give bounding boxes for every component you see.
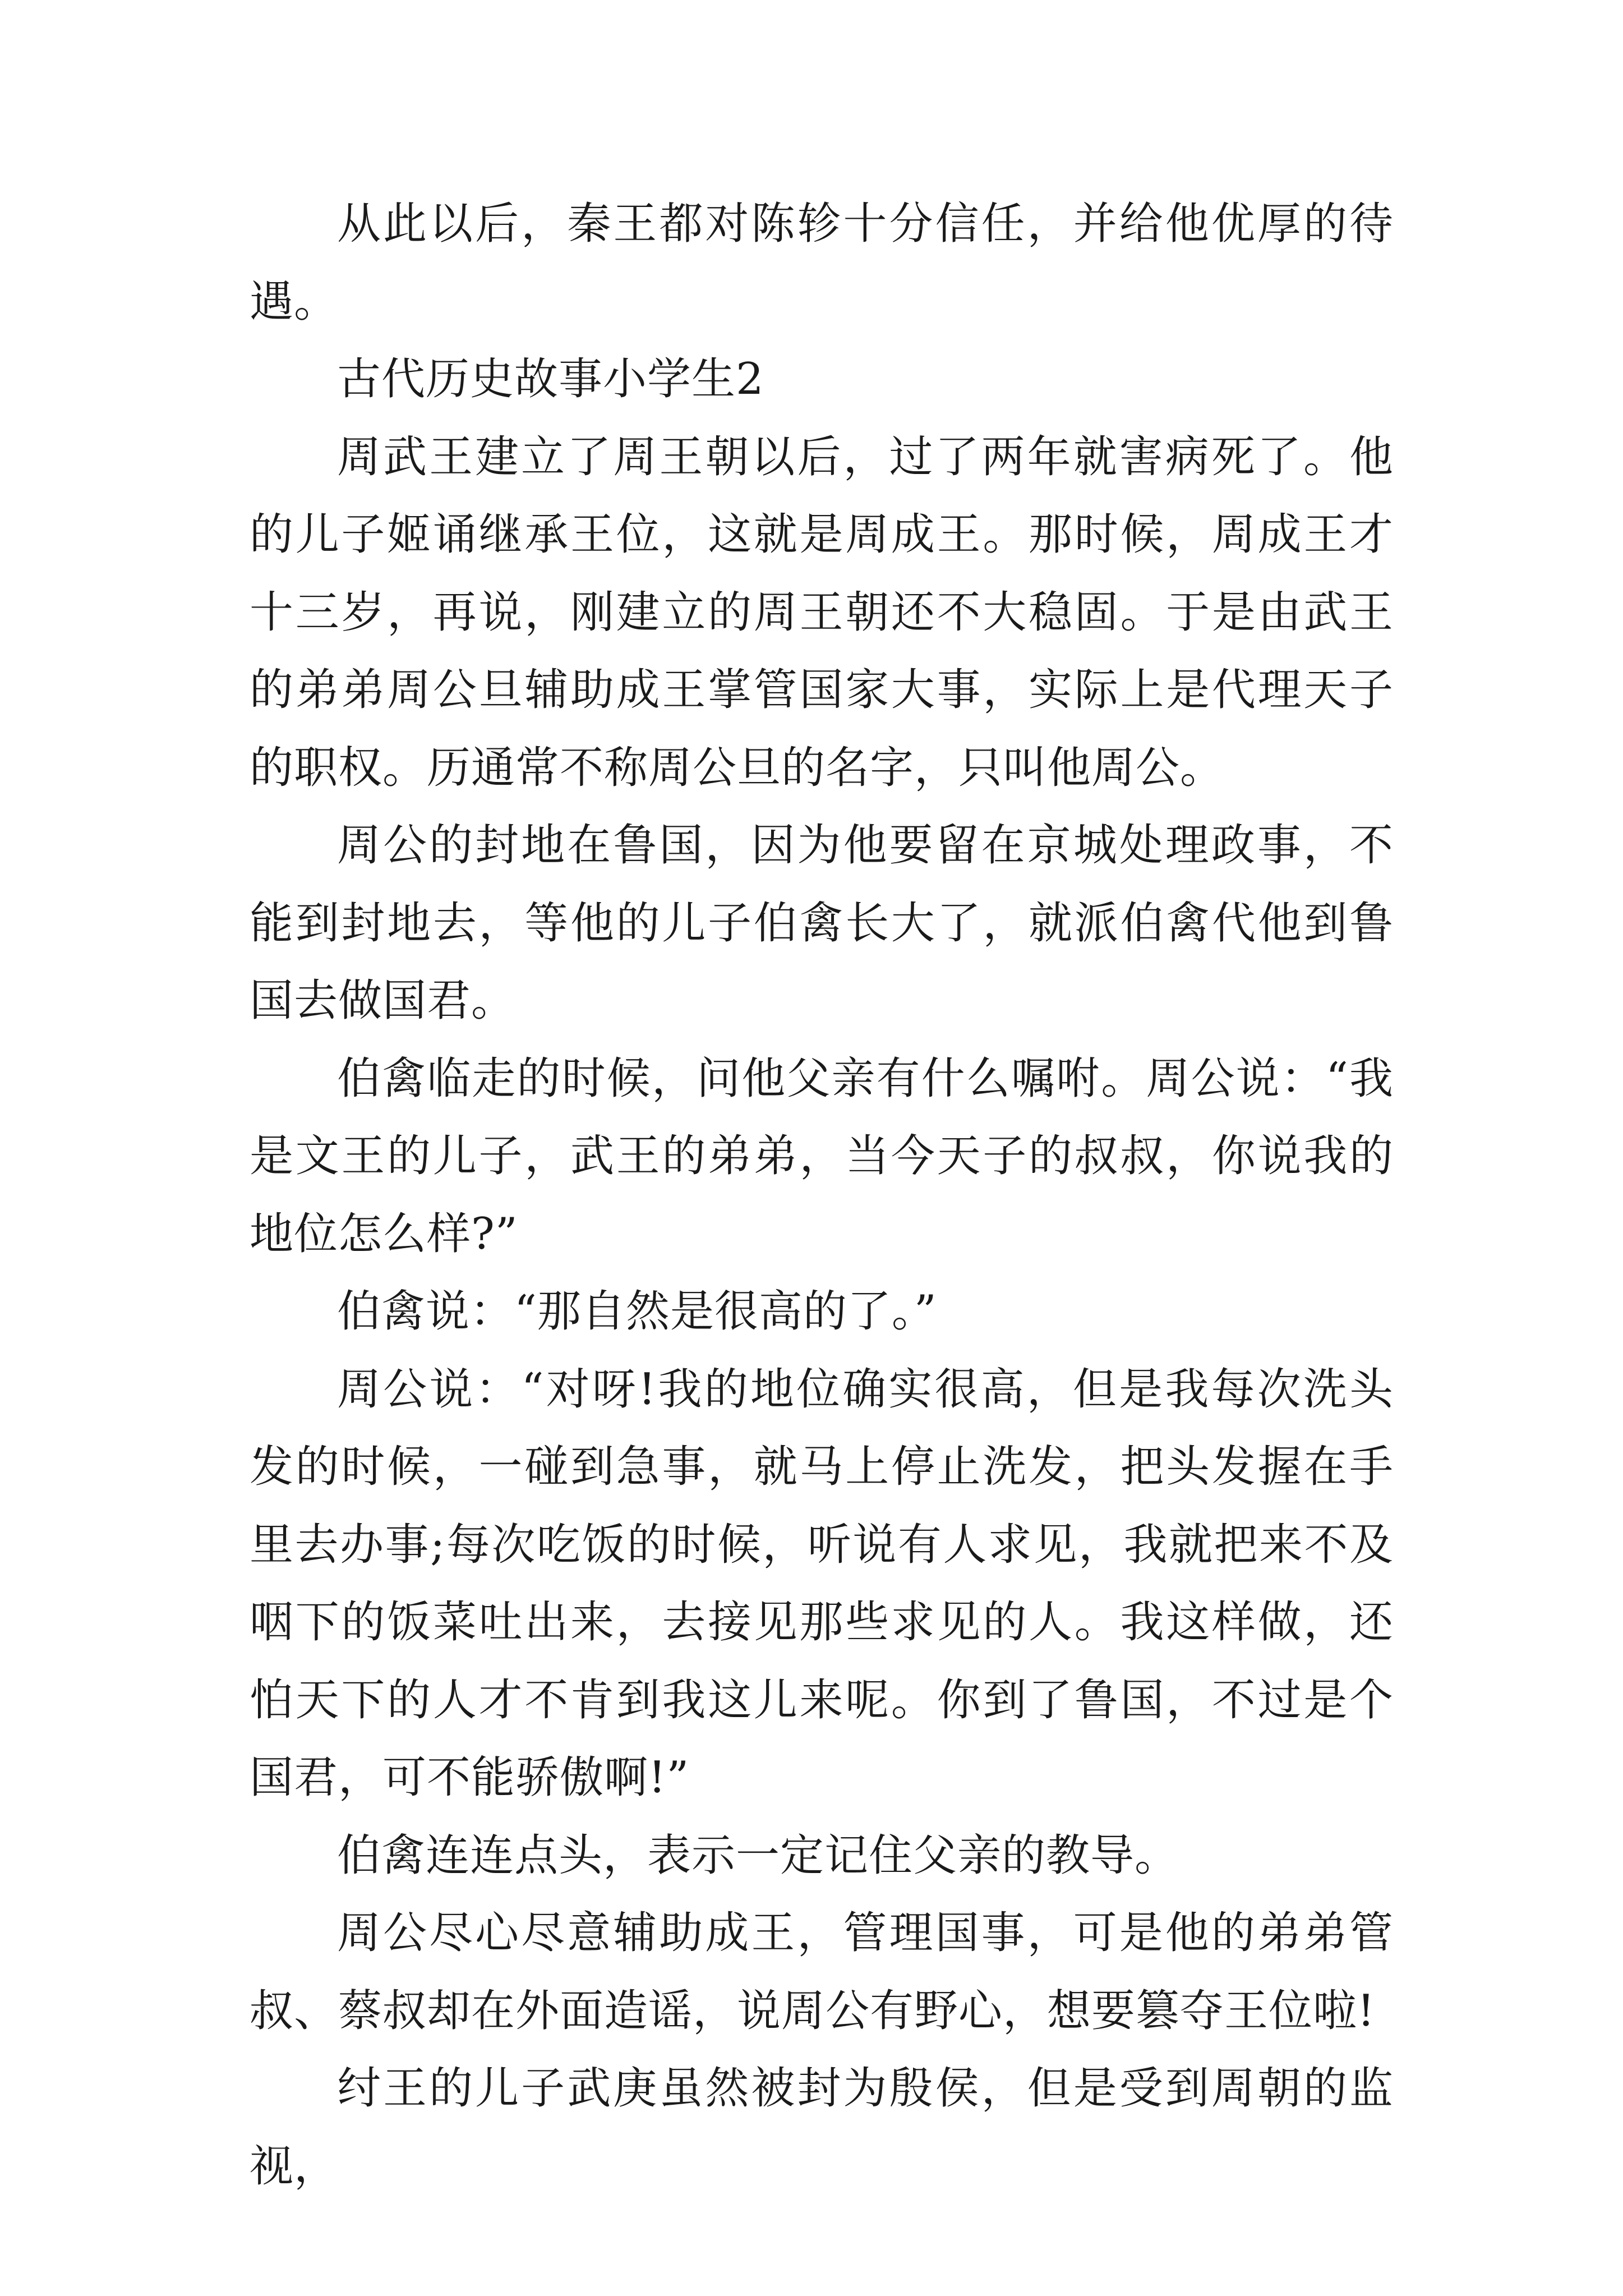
section-heading: 古代历史故事小学生2	[337, 354, 764, 404]
paragraph-7: 伯禽连连点头，表示一定记住父亲的教导。	[337, 1830, 1179, 1881]
paragraph-6: 周公说：“对呀!我的地位确实很高，但是我每次洗头发的时候，一碰到急事，就马上停止洗发，把头发握在手里去办事;每次吃饭的时候，听说有人求见，我就把来不及咽下的饭菜吐出来，去接见那些求见的人。我这样做，还怕天下的人才不肯到我这儿来呢。你到了鲁国，不过是个国君，可不能骄傲啊!”	[250, 1364, 1394, 1803]
document-body	[250, 185, 1394, 2205]
paragraph-8: 周公尽心尽意辅助成王，管理国事，可是他的弟弟管叔、蔡叔却在外面造谣，说周公有野心，想要篡夺王位啦!	[250, 1908, 1394, 2036]
paragraph-5: 伯禽说：“那自然是很高的了。”	[337, 1286, 937, 1337]
paragraph-4: 伯禽临走的时候，问他父亲有什么嘱咐。周公说：“我是文王的儿子，武王的弟弟，当今天子的叔叔，你说我的地位怎么样?”	[250, 1053, 1394, 1259]
paragraph-9: 纣王的儿子武庚虽然被封为殷侯，但是受到周朝的监视，	[250, 2063, 1394, 2192]
paragraph-3: 周公的封地在鲁国，因为他要留在京城处理政事，不能到封地去，等他的儿子伯禽长大了，就派伯禽代他到鲁国去做国君。	[250, 820, 1394, 1026]
paragraph-1: 从此以后，秦王都对陈轸十分信任，并给他优厚的待遇。	[250, 199, 1394, 327]
paragraph-2: 周武王建立了周王朝以后，过了两年就害病死了。他的儿子姬诵继承王位，这就是周成王。那时候，周成王才十三岁，再说，刚建立的周王朝还不大稳固。于是由武王的弟弟周公旦辅助成王掌管国家大事，实际上是代理天子的职权。历通常不称周公旦的名字，只叫他周公。	[250, 431, 1394, 793]
